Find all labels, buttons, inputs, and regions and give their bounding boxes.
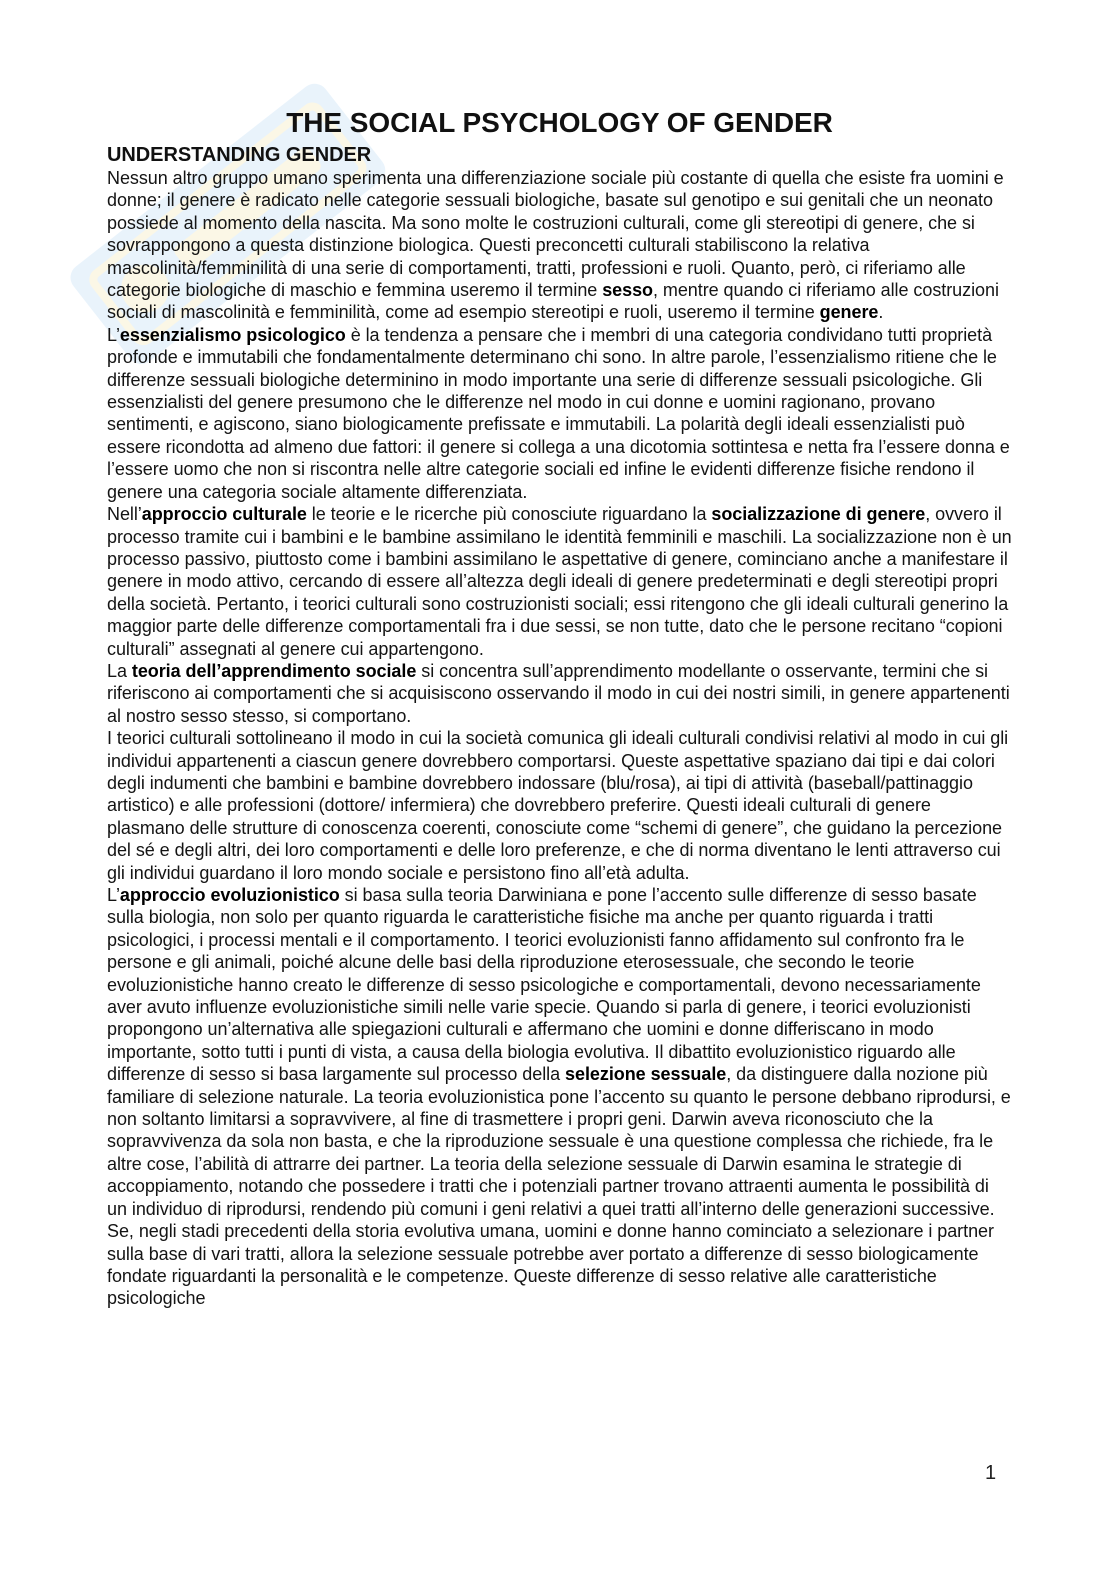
body-paragraph [107,503,1012,660]
body-paragraph [107,324,1012,503]
paragraph-text: si concentra sull’apprendimento modellante o osservante, termini che si riferiscono ai comportamenti che si acquisiscono osservando il modo in cui dei nostri simili, in genere appartenenti al nostro sesso stesso, si comportano. [107,660,1010,726]
bold-term: sesso [602,280,653,301]
paragraph-text: , da distinguere dalla nozione più familiare di selezione naturale. La teoria evoluzionistica pone l’accento su quanto le persone debbano riprodursi, e non soltanto limitarsi a sopravvivere, al fine di trasmettere i propri geni. Darwin aveva riconosciuto che la sopravvivenza da sola non basta, e che la riproduzione sessuale è una questione complessa che richiede, fra le altre cose, l’abilità di attrarre dei partner. La teoria della selezione sessuale di Darwin esamina le strategie di accoppiamento, notando che possedere i tratti che i potenziali partner trovano attraenti aumenta le possibilità di un individuo di riprodursi, rendendo più comuni i geni relativi a quei tratti all’interno delle generazioni successive. Se, negli stadi precedenti della storia evolutiva umana, uomini e donne hanno cominciato a selezionare i partner sulla base di vari tratti, allora la selezione sessuale potrebbe aver portato a differenze di sesso biologicamente fondate riguardanti la personalità e le competenze. Queste differenze di sesso relative alle caratteristiche psicologiche [107,1064,1011,1309]
bold-term: teoria dell’apprendimento sociale [131,660,417,681]
bold-term: socializzazione di genere [711,504,926,525]
paragraph-text: le teorie e le ricerche più conosciute riguardano la [306,504,712,525]
body-paragraph [107,660,1012,727]
paragraph-text: L’ [107,885,120,905]
paragraph-text: Nessun altro gruppo umano sperimenta una differenziazione sociale più costante di quella che esiste fra uomini e donne; il genere è radicato nelle categorie sessuali biologiche, basate sul genotipo e sui genitali che un neonato possiede al momento della nascita. Ma sono molte le costruzioni culturali, come gli stereotipi di genere, che si sovrappongono a questa distinzione biologica. Questi preconcetti culturali stabiliscono la relativa mascolinità/femminilità di una serie di comportamenti, tratti, professioni e ruoli. Quanto, però, ci riferiamo alle categorie biologiche di maschio e femmina useremo il termine [107,168,1004,301]
page-number: 1 [985,1462,997,1484]
bold-term: approccio culturale [141,504,307,525]
body-paragraph [107,884,1012,1310]
bold-term: essenzialismo psicologico [119,324,346,345]
paragraph-text: , ovvero il processo tramite cui i bambini e le bambine assimilano le identità femminili e maschili. La socializzazione non è un processo passivo, piuttosto come i bambini assimilano le aspettative di genere, cominciano anche a manifestare il genere in modo attivo, cercando di essere all’altezza degli ideali di genere predeterminati e degli stereotipi propri della società. Pertanto, i teorici culturali sono costruzionisti sociali; essi ritengono che gli ideali culturali generino la maggior parte delle differenze comportamentali fra i due sessi, se non tutte, dato che le persone recitano “copioni culturali” assegnati al genere cui appartengono. [107,504,1012,659]
paragraph-text: è la tendenza a pensare che i membri di una categoria condividano tutti proprietà profonde e immutabili che fondamentalmente determinano chi sono. In altre parole, l’essenzialismo ritiene che le differenze sessuali biologiche determinino in modo importante una serie di differenze sessuali psicologiche. Gli essenzialisti del genere presumono che le differenze nel modo in cui donne e uomini ragionano, provano sentimenti, e agiscono, siano biologicamente prefissate e immutabili. La polarità degli ideali essenzialisti può essere ricondotta ad almeno due fattori: il genere si collega a una dicotomia sottintesa e netta fra l’essere donna e l’essere uomo che non si riscontra nelle altre categorie sociali ed infine le evidenti differenze fisiche rendono il genere una categoria sociale altamente differenziata. [107,324,1010,502]
paragraph-text: Nell’ [107,504,142,525]
document-title: THE SOCIAL PSYCHOLOGY OF GENDER [286,107,833,138]
body-paragraph [107,727,1012,884]
paragraph-text: . [878,302,884,323]
bold-term: approccio evoluzionistico [119,885,340,905]
paragraph-text: I teorici culturali sottolineano il modo in cui la società comunica gli ideali culturali condivisi relativi al modo in cui gli individui appartenenti a ciascun genere dovrebbero comportarsi. Queste aspettative spaziano dai tipi e dai colori degli indumenti che bambini e bambine dovrebbero indossare (blu/rosa), ai tipi di attività (baseball/pattinaggio artistico) e alle professioni (dottore/ infermiera) che dovrebbero preferire. Questi ideali culturali di genere plasmano delle strutture di conoscenza coerenti, conosciute come “schemi di genere”, che guidano la percezione del sé e degli altri, dei loro comportamenti e delle loro preferenze, e che di norma diventano le lenti attraverso cui gli individui guardano il loro mondo sociale e persistono fino all’età adulta. [107,728,1009,883]
paragraph-list [107,167,1012,1310]
paragraph-text: L’ [107,324,120,345]
section-heading: UNDERSTANDING GENDER [107,144,372,166]
paragraph-text: si basa sulla teoria Darwiniana e pone l’accento sulle differenze di sesso basate sulla biologia, non solo per quanto riguarda le caratteristiche fisiche ma anche per quanto riguarda i tratti psicologici, i processi mentali e il comportamento. I teorici evoluzionisti fanno affidamento sul confronto fra le persone e gli animali, poiché alcune delle basi della riproduzione eterosessuale, che secondo le teorie evoluzionistiche hanno creato le differenze di sesso psicologiche e comportamentali, devono necessariamente aver avuto influenze evoluzionistiche simili nelle varie specie. Quando si parla di genere, i teorici evoluzionisti propongono un’alternativa alle spiegazioni culturali e affermano che uomini e donne differiscano in modo importante, sotto tutti i punti di vista, a causa della biologia evolutiva. Il dibattito evoluzionistico riguardo alle differenze di sesso si basa largamente sul processo della [107,885,981,1085]
paragraph-text: , mentre quando ci riferiamo alle costruzioni sociali di mascolinità e femminilità, come ad esempio stereotipi e ruoli, useremo il termine [107,280,999,323]
body-paragraph [107,167,1012,324]
bold-term: selezione sessuale [565,1064,727,1085]
bold-term: genere [819,302,879,323]
document-body [107,106,1012,1310]
paragraph-text: La [107,660,132,681]
